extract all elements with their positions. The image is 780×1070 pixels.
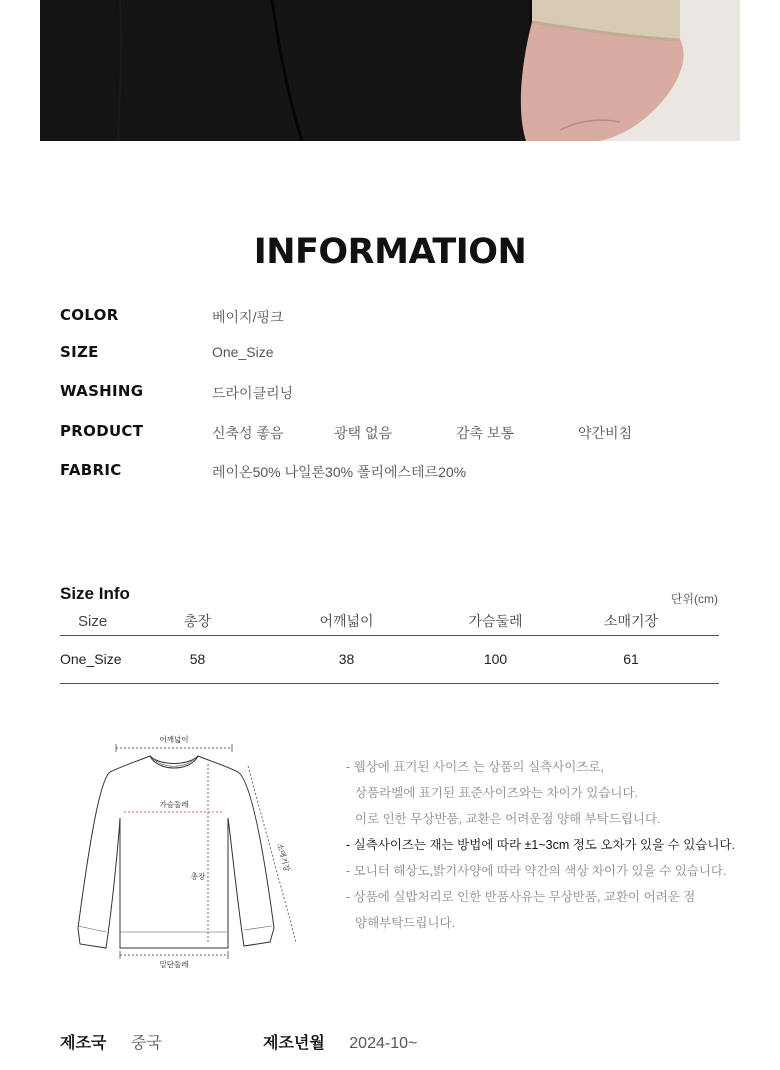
info-row-fabric: [60, 461, 740, 483]
size-table: [60, 608, 719, 684]
color-label: COLOR: [60, 306, 119, 324]
sleeve-dim-label: 소매기장: [275, 842, 292, 873]
size-value: One_Size: [212, 344, 274, 360]
note-line: 이로 인한 무상반품, 교환은 어려운점 양해 부탁드립니다.: [355, 812, 661, 826]
length-dim-label: 총장: [190, 872, 206, 881]
cell-length: 58: [150, 635, 245, 683]
cell-sleeve: 61: [543, 635, 719, 683]
info-row-size: [60, 343, 740, 365]
header-length: 총장: [150, 608, 245, 635]
product-label: PRODUCT: [60, 422, 144, 440]
info-row-product: [60, 422, 740, 444]
shoulder-dim-label: 어깨넓이: [159, 735, 189, 744]
color-value: 베이지/핑크: [212, 309, 284, 325]
cell-chest: 100: [448, 635, 543, 683]
product-photo: [40, 0, 740, 141]
size-label: SIZE: [60, 343, 99, 361]
garment-size-diagram: [70, 728, 310, 978]
header-chest: 가슴둘레: [448, 608, 543, 635]
size-info-title: Size Info: [60, 584, 130, 603]
note-line: 상품라벨에 표기된 표준사이즈와는 차이가 있습니다.: [355, 786, 639, 800]
information-heading: INFORMATION: [253, 232, 527, 272]
chest-dim-label: 가슴둘레: [159, 800, 189, 809]
note-line: - 웹상에 표기된 사이즈 는 상품의 실측사이즈로,: [346, 760, 604, 774]
info-row-washing: [60, 382, 740, 404]
product-item: 약간비침: [578, 425, 633, 441]
header-shoulder: 어깨넓이: [245, 608, 448, 635]
hem-dim-label: 밑단둘레: [159, 960, 189, 969]
unit-label: 단위(cm): [670, 592, 718, 606]
note-line: - 상품에 실밥처리로 인한 반품사유는 무상반품, 교환이 어려운 점: [346, 890, 696, 904]
manufacture-country: [60, 1030, 162, 1053]
country-label: 제조국: [60, 1035, 107, 1052]
note-line-highlight: - 실측사이즈는 재는 방법에 따라 ±1~3cm 정도 오차가 있을 수 있습니다.: [346, 838, 735, 852]
date-label: 제조년월: [263, 1035, 325, 1052]
note-line: - 모니터 해상도,밝기사양에 따라 약간의 색상 차이가 있을 수 있습니다.: [346, 864, 727, 878]
header-size: Size: [60, 608, 150, 635]
manufacture-date: [263, 1030, 417, 1053]
size-table-header: [60, 608, 719, 635]
info-row-color: [60, 306, 740, 328]
sweater-outline: [78, 756, 274, 948]
fabric-label: FABRIC: [60, 461, 122, 479]
note-line: 양해부탁드립니다.: [355, 916, 456, 930]
product-item: 광택 없음: [334, 425, 392, 441]
washing-label: WASHING: [60, 382, 144, 400]
header-sleeve: 소매기장: [543, 608, 719, 635]
cell-size: One_Size: [60, 635, 150, 683]
product-item: 신축성 좋음: [212, 425, 284, 441]
fabric-value: 레이온50% 나일론30% 폴리에스테르20%: [212, 464, 467, 480]
date-value: 2024-10~: [349, 1035, 418, 1052]
size-notes: [346, 756, 746, 938]
country-value: 중국: [130, 1035, 162, 1052]
washing-value: 드라이클리닝: [212, 385, 294, 401]
cell-shoulder: 38: [245, 635, 448, 683]
table-row: [60, 635, 719, 683]
product-item: 감촉 보통: [456, 425, 514, 441]
